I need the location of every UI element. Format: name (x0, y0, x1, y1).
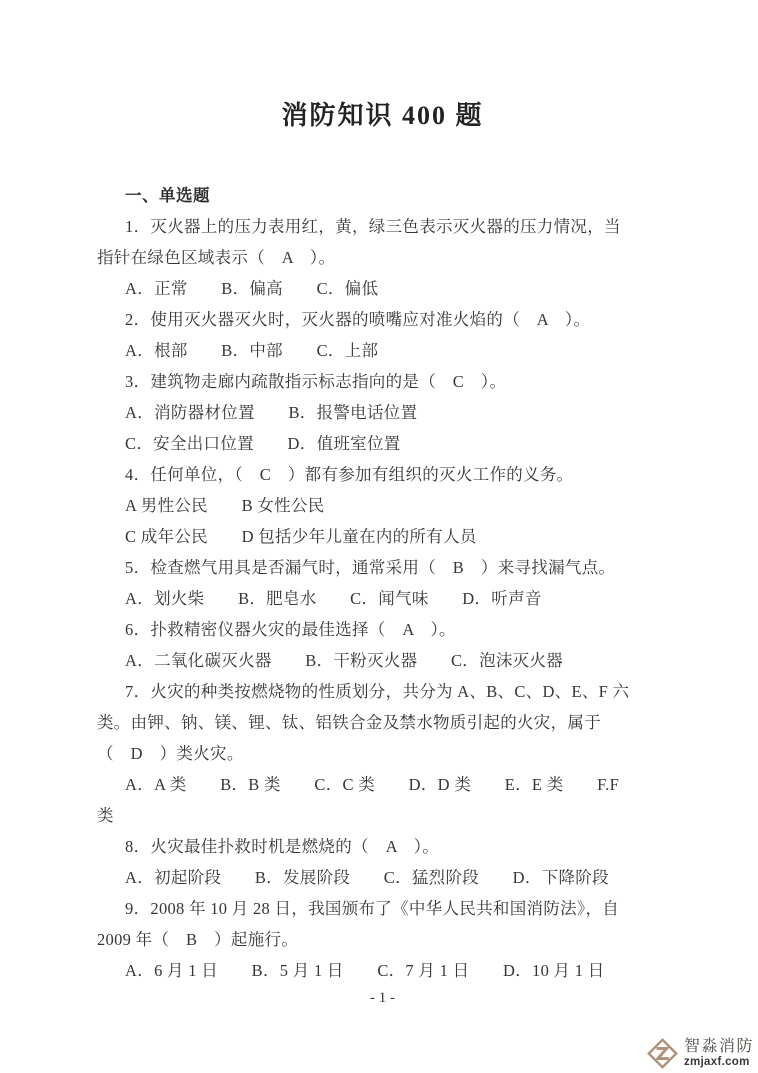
page-number: - 1 - (370, 990, 395, 1006)
document-line: 2．使用灭火器灭火时，灭火器的喷嘴应对准火焰的（ A ）。 (125, 310, 591, 329)
document-line: （ D ）类火灾。 (97, 744, 244, 763)
document-line: 1．灭火器上的压力表用红，黄，绿三色表示灭火器的压力情况，当 (125, 217, 621, 236)
watermark-brand-name: 智淼消防 (683, 1037, 754, 1055)
document-line: 9．2008 年 10 月 28 日，我国颁布了《中华人民共和国消防法》，自 (125, 899, 620, 918)
document-line: 类 (97, 806, 114, 825)
document-line: C 成年公民 D 包括少年儿童在内的所有人员 (125, 527, 477, 546)
question-text-block (97, 211, 668, 986)
watermark-text (684, 1039, 754, 1069)
diamond-z-icon (646, 1037, 679, 1070)
section-heading: 一、单选题 (125, 186, 211, 205)
watermark-domain: zmjaxf.com (683, 1055, 750, 1068)
document-line: A．消防器材位置 B．报警电话位置 (125, 403, 418, 422)
document-line: A．划火柴 B．肥皂水 C．闻气味 D．听声音 (125, 589, 542, 608)
document-line: 7．火灾的种类按燃烧物的性质划分，共分为 A、B、C、D、E、F 六 (125, 682, 630, 701)
document-line: A．二氧化碳灭火器 B．干粉灭火器 C．泡沫灭火器 (125, 651, 564, 670)
document-line: 8．火灾最佳扑救时机是燃烧的（ A ）。 (125, 837, 440, 856)
document-line: A．初起阶段 B．发展阶段 C．猛烈阶段 D．下降阶段 (125, 868, 609, 887)
document-line: 类。由钾、钠、镁、锂、钛、铝铁合金及禁水物质引起的火灾，属于 (97, 713, 601, 732)
document-line: 4．任何单位，（ C ）都有参加有组织的灭火工作的义务。 (125, 465, 574, 484)
document-line: A．正常 B．偏高 C．偏低 (125, 279, 379, 298)
document-line: 2009 年（ B ）起施行。 (97, 930, 299, 949)
document-line: C．安全出口位置 D．值班室位置 (125, 434, 401, 453)
document-line: A．A 类 B．B 类 C．C 类 D．D 类 E．E 类 F.F (125, 775, 620, 794)
document-line: 5．检查燃气用具是否漏气时，通常采用（ B ）来寻找漏气点。 (125, 558, 616, 577)
document-line: 指针在绿色区域表示（ A ）。 (97, 248, 336, 267)
document-title: 消防知识 400 题 (281, 101, 484, 130)
document-line: A．根部 B．中部 C．上部 (125, 341, 379, 360)
site-watermark (646, 1037, 754, 1070)
document-line: A．6 月 1 日 B．5 月 1 日 C．7 月 1 日 D．10 月 1 日 (125, 961, 605, 980)
document-line: 3．建筑物走廊内疏散指示标志指向的是（ C ）。 (125, 372, 507, 391)
document-line: A 男性公民 B 女性公民 (125, 496, 325, 515)
document-line: 6．扑救精密仪器火灾的最佳选择（ A ）。 (125, 620, 456, 639)
